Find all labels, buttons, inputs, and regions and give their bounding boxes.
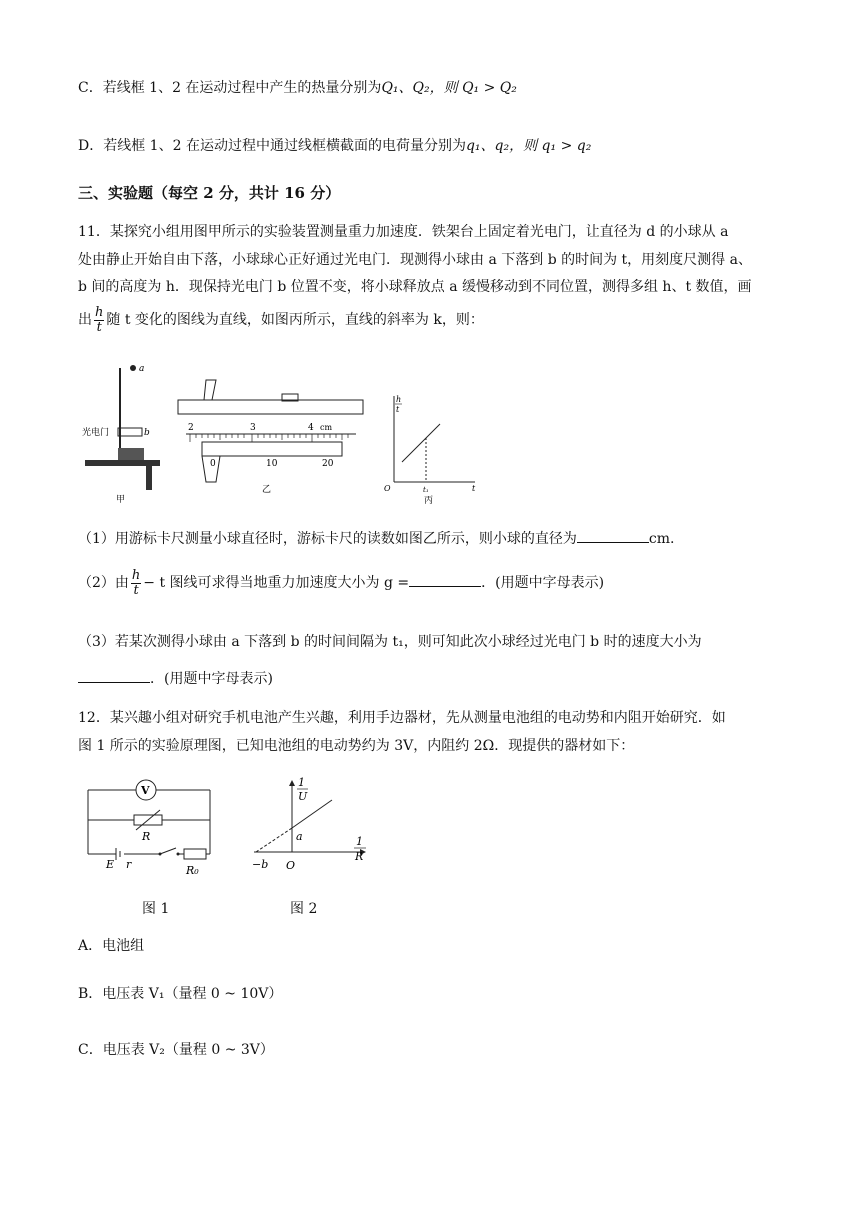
- svg-text:20: 20: [322, 459, 334, 469]
- svg-text:R₀: R₀: [186, 864, 199, 877]
- q11-line-4: 出 $\frac{h}{t}$ 随 t 变化的图线为直线，如图丙所示，直线的斜率为 k，则：: [78, 304, 484, 335]
- svg-text:4: 4: [308, 423, 314, 433]
- svg-text:V: V: [141, 784, 150, 797]
- section-heading: 三、实验题（每空 2 分，共计 16 分）: [78, 184, 341, 202]
- figure-circuit: [80, 772, 220, 882]
- item-a: A．电池组: [78, 938, 145, 954]
- q11-line-1: 11．某探究小组用图甲所示的实验装置测量重力加速度．铁架台上固定着光电门，让直径为 d 的小球从 a: [78, 224, 729, 240]
- svg-text:R: R: [355, 850, 364, 863]
- label-a: a: [139, 364, 145, 374]
- svg-text:1: 1: [356, 835, 363, 848]
- svg-text:U: U: [298, 790, 308, 803]
- svg-text:R: R: [142, 830, 151, 843]
- label-b: b: [144, 428, 150, 438]
- q11-part-2: （2）由 $\frac{h}{t}$ − t 图线可求得当地重力加速度大小为 g = ．(用题中字母表示): [78, 567, 605, 598]
- caption-yi: 乙: [262, 485, 272, 495]
- q12-line-2: 图 1 所示的实验原理图，已知电池组的电动势约为 3V，内阻约 2Ω．现提供的器材如下：: [78, 738, 635, 754]
- label-photogate: 光电门: [82, 428, 110, 438]
- option-d: D．若线框 1、2 在运动过程中通过线框横截面的电荷量分别为q₁、q₂，则 q₁ > q₂: [78, 138, 592, 154]
- caption-fig2: 图 2: [290, 901, 318, 917]
- answer-blank-2: [409, 572, 481, 587]
- svg-text:−b: −b: [252, 858, 269, 871]
- h-over-t-fraction: $\frac{h}{t}$: [95, 304, 104, 335]
- figure-vernier-caliper: [176, 370, 366, 495]
- answer-blank-1: [577, 528, 649, 543]
- svg-text:O: O: [286, 859, 296, 872]
- figure-ht-graph: [380, 392, 480, 507]
- svg-text:r: r: [126, 858, 132, 871]
- q11-part-3b: ．(用题中字母表示): [78, 668, 273, 689]
- svg-text:3: 3: [250, 423, 256, 433]
- svg-text:t: t: [396, 405, 400, 414]
- caption-fig1: 图 1: [142, 901, 170, 917]
- q12-line-1: 12．某兴趣小组对研究手机电池产生兴趣，利用手边器材，先从测量电池组的电动势和内阻开始研究．如: [78, 710, 726, 726]
- h-over-t-fraction-2: $\frac{h}{t}$: [131, 567, 141, 598]
- svg-text:10: 10: [266, 459, 278, 469]
- figure-apparatus: [80, 360, 165, 508]
- svg-text:1: 1: [298, 776, 305, 789]
- caption-jia: 甲: [116, 495, 126, 505]
- figure-inverse-graph: [248, 772, 378, 877]
- item-c: C．电压表 V₂（量程 0 ~ 3V）: [78, 1042, 274, 1058]
- answer-blank-3: [78, 668, 150, 683]
- svg-text:E: E: [106, 858, 115, 871]
- option-c: C．若线框 1、2 在运动过程中产生的热量分别为Q₁、Q₂，则 Q₁ > Q₂: [78, 80, 517, 96]
- svg-text:cm: cm: [320, 423, 333, 432]
- svg-text:h: h: [396, 395, 402, 404]
- q11-part-1: （1）用游标卡尺测量小球直径时，游标卡尺的读数如图乙所示，则小球的直径为 cm.: [78, 528, 674, 549]
- svg-text:0: 0: [210, 459, 216, 469]
- svg-text:a: a: [296, 830, 303, 843]
- svg-text:t: t: [472, 484, 476, 493]
- svg-text:2: 2: [188, 423, 194, 433]
- svg-text:O: O: [384, 484, 391, 493]
- q11-line-3: b 间的高度为 h．现保持光电门 b 位置不变，将小球释放点 a 缓慢移动到不同位置，测得多组 h、t 数值，画: [78, 279, 752, 295]
- q11-part-3: （3）若某次测得小球由 a 下落到 b 的时间间隔为 t₁，则可知此次小球经过光电门 b 时的速度大小为: [78, 634, 702, 650]
- svg-text:t₁: t₁: [423, 486, 429, 494]
- caption-bing: 丙: [424, 496, 434, 506]
- item-b: B．电压表 V₁（量程 0 ~ 10V）: [78, 986, 283, 1002]
- q11-line-2: 处由静止开始自由下落，小球球心正好通过光电门．现测得小球由 a 下落到 b 的时间为 t，用刻度尺测得 a、: [78, 252, 752, 268]
